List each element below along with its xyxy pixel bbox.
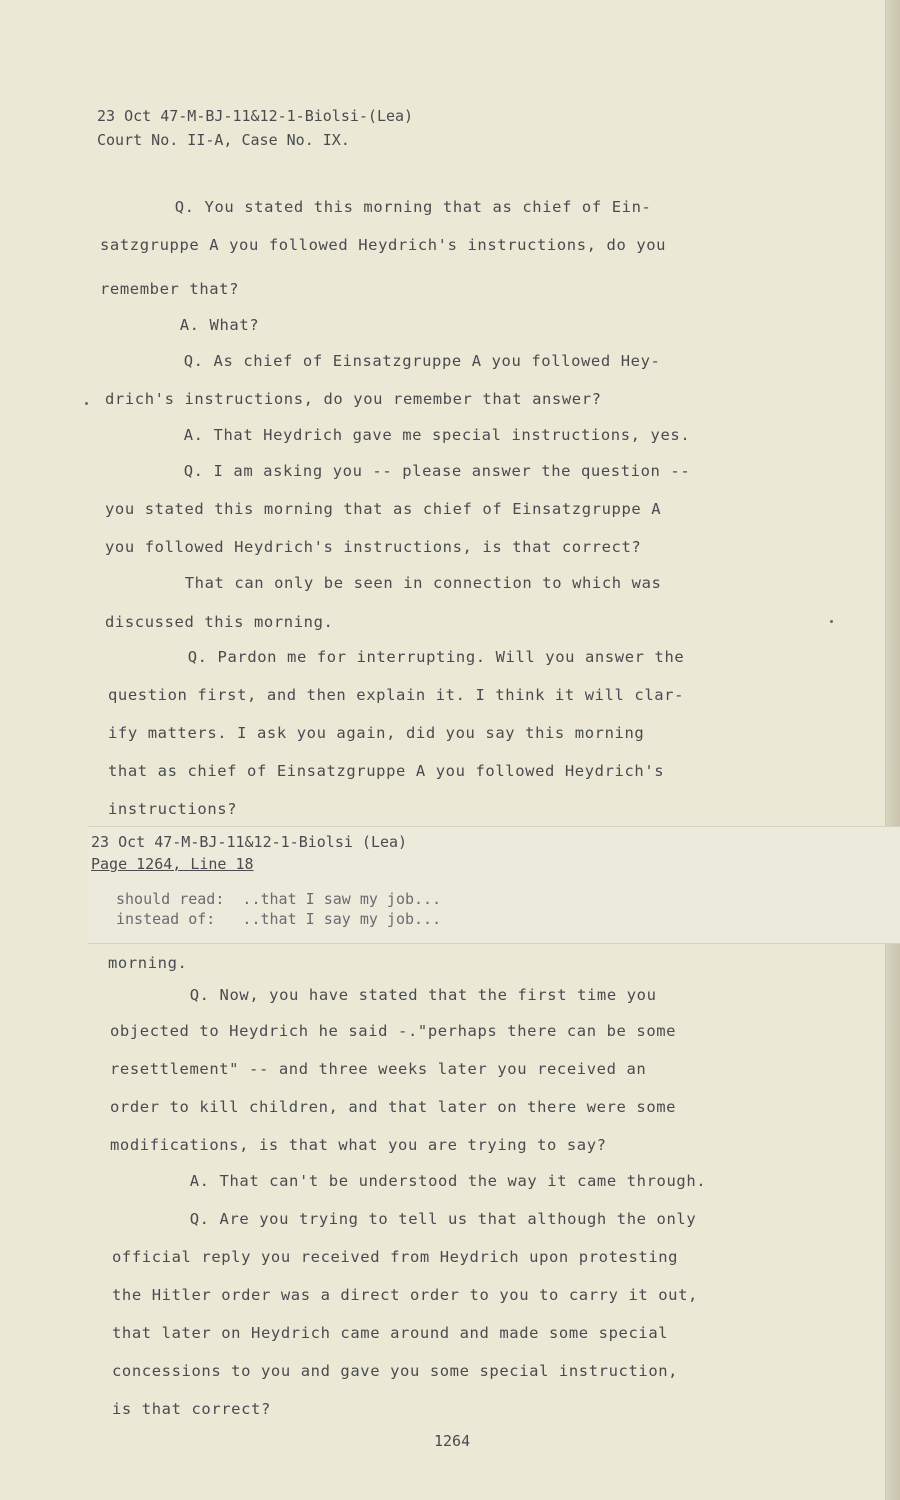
text-line: that later on Heydrich came around and made some special	[112, 1324, 669, 1342]
text-line: question first, and then explain it. I think it will clar-	[108, 686, 685, 704]
text-line: resettlement" -- and three weeks later you received an	[110, 1060, 647, 1078]
text-line: Q. Now, you have stated that the first time you	[150, 986, 657, 1004]
text-line: ify matters. I ask you again, did you say this morning	[108, 724, 645, 742]
text-line: you stated this morning that as chief of Einsatzgruppe A	[105, 500, 662, 518]
slip-correction	[116, 889, 441, 929]
text-line: objected to Heydrich he said -."perhaps there can be some	[110, 1022, 677, 1040]
transcript-header	[97, 104, 413, 152]
slip-page-reference: Page 1264, Line 18	[91, 855, 254, 873]
header-line-1: 23 Oct 47-M-BJ-11&12-1-Biolsi-(Lea)	[97, 107, 414, 125]
text-line: satzgruppe A you followed Heydrich's instructions, do you	[100, 236, 667, 254]
text-line: Q. I am asking you -- please answer the question --	[144, 462, 691, 480]
margin-mark	[830, 620, 833, 623]
text-line: A. That Heydrich gave me special instructions, yes.	[144, 426, 691, 444]
text-line: instructions?	[108, 800, 238, 818]
slip-line-1: 23 Oct 47-M-BJ-11&12-1-Biolsi (Lea)	[91, 833, 408, 851]
text-line: modifications, is that what you are trying to say?	[110, 1136, 607, 1154]
text-line: order to kill children, and that later on there were some	[110, 1098, 677, 1116]
should-read-line: should read: ..that I saw my job...	[116, 890, 442, 908]
text-line: the Hitler order was a direct order to you to carry it out,	[112, 1286, 698, 1304]
text-line: discussed this morning.	[105, 613, 334, 631]
text-line: is that correct?	[112, 1400, 271, 1418]
text-line: A. What?	[140, 316, 260, 334]
text-line: that as chief of Einsatzgruppe A you followed Heydrich's	[108, 762, 665, 780]
header-line-2: Court No. II-A, Case No. IX.	[97, 131, 350, 149]
text-line: Q. You stated this morning that as chief of Ein-	[135, 198, 652, 216]
text-line: That can only be seen in connection to which was	[145, 574, 662, 592]
correction-slip	[88, 826, 900, 944]
margin-mark	[85, 402, 88, 405]
text-line: you followed Heydrich's instructions, is that correct?	[105, 538, 642, 556]
page-edge	[885, 0, 900, 1500]
slip-header	[91, 831, 407, 875]
text-line: drich's instructions, do you remember that answer?	[105, 390, 602, 408]
text-line: morning.	[108, 954, 188, 972]
text-line: A. That can't be understood the way it came through.	[150, 1172, 707, 1190]
text-line: Q. As chief of Einsatzgruppe A you followed Hey-	[144, 352, 661, 370]
page-number: 1264	[434, 1432, 471, 1450]
text-line: Q. Are you trying to tell us that although the only	[150, 1210, 697, 1228]
text-line: Q. Pardon me for interrupting. Will you answer the	[148, 648, 685, 666]
text-line: official reply you received from Heydrich upon protesting	[112, 1248, 679, 1266]
instead-of-line: instead of: ..that I say my job...	[116, 910, 442, 928]
text-line: remember that?	[100, 280, 240, 298]
text-line: concessions to you and gave you some special instruction,	[112, 1362, 679, 1380]
